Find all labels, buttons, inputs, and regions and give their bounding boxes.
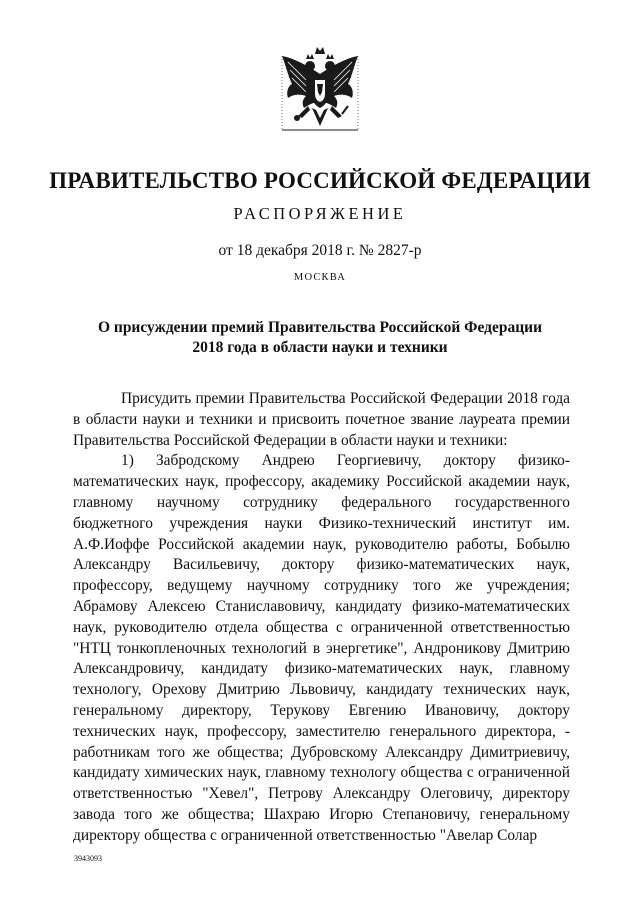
government-title: ПРАВИТЕЛЬСТВО РОССИЙСКОЙ ФЕДЕРАЦИИ: [49, 168, 591, 193]
footer-document-code: 3943093: [74, 854, 102, 863]
body-paragraph-2: 1) Забродскому Андрею Георгиевичу, доктору физико-математических наук, профессору, академику Российской академии наук, главному научному сотруднику федерального государственного бюджетного учреждения науки Физико-технический институт им. А.Ф.Иоффе Российской академии наук, руководителю работы, Бобылю Александру Васильевичу, доктору физико-математических наук, профессору, ведущему научному сотруднику того же учреждения; Абрамову Алексею Станиславовичу, кандидату физико-математических наук, руководителю отдела общества с ограниченной ответственностью "НТЦ тонкопленочных технологий в энергетике", Андроникову Дмитрию Александровичу, кандидату физико-математических наук, главному технологу, Орехову Дмитрию Львовичу, кандидату технических наук, генеральному директору, Терукову Евгению Ивановичу, доктору технических наук, профессору, заместителю генерального директора, - работникам того же общества; Дубровскому Александру Димитриевичу, кандидату химических наук, главному технологу общества с ограниченной ответственностью "Хевел", Петрову Александру Олеговичу, директору завода того же общества; Шахраю Игорю Степановичу, генеральному директору общества с ограниченной ответственностью "Авелар Солар: [73, 452, 570, 844]
subject-line-2: 2018 года в области науки и техники: [192, 339, 448, 356]
russian-coat-of-arms-icon: [276, 46, 364, 142]
document-body: [73, 389, 570, 847]
document-city: МОСКВА: [293, 272, 347, 283]
document-type: РАСПОРЯЖЕНИЕ: [233, 204, 407, 223]
document-date-number: от 18 декабря 2018 г. № 2827-р: [218, 242, 422, 259]
subject-line-1: О присуждении премий Правительства Российской Федерации: [97, 319, 543, 336]
document-subject: [80, 318, 560, 358]
body-paragraph-1: Присудить премии Правительства Российской Федерации 2018 года в области науки и техники и присвоить почетное звание лауреата премии Правительства Российской Федерации в области науки и техники:: [73, 390, 570, 449]
